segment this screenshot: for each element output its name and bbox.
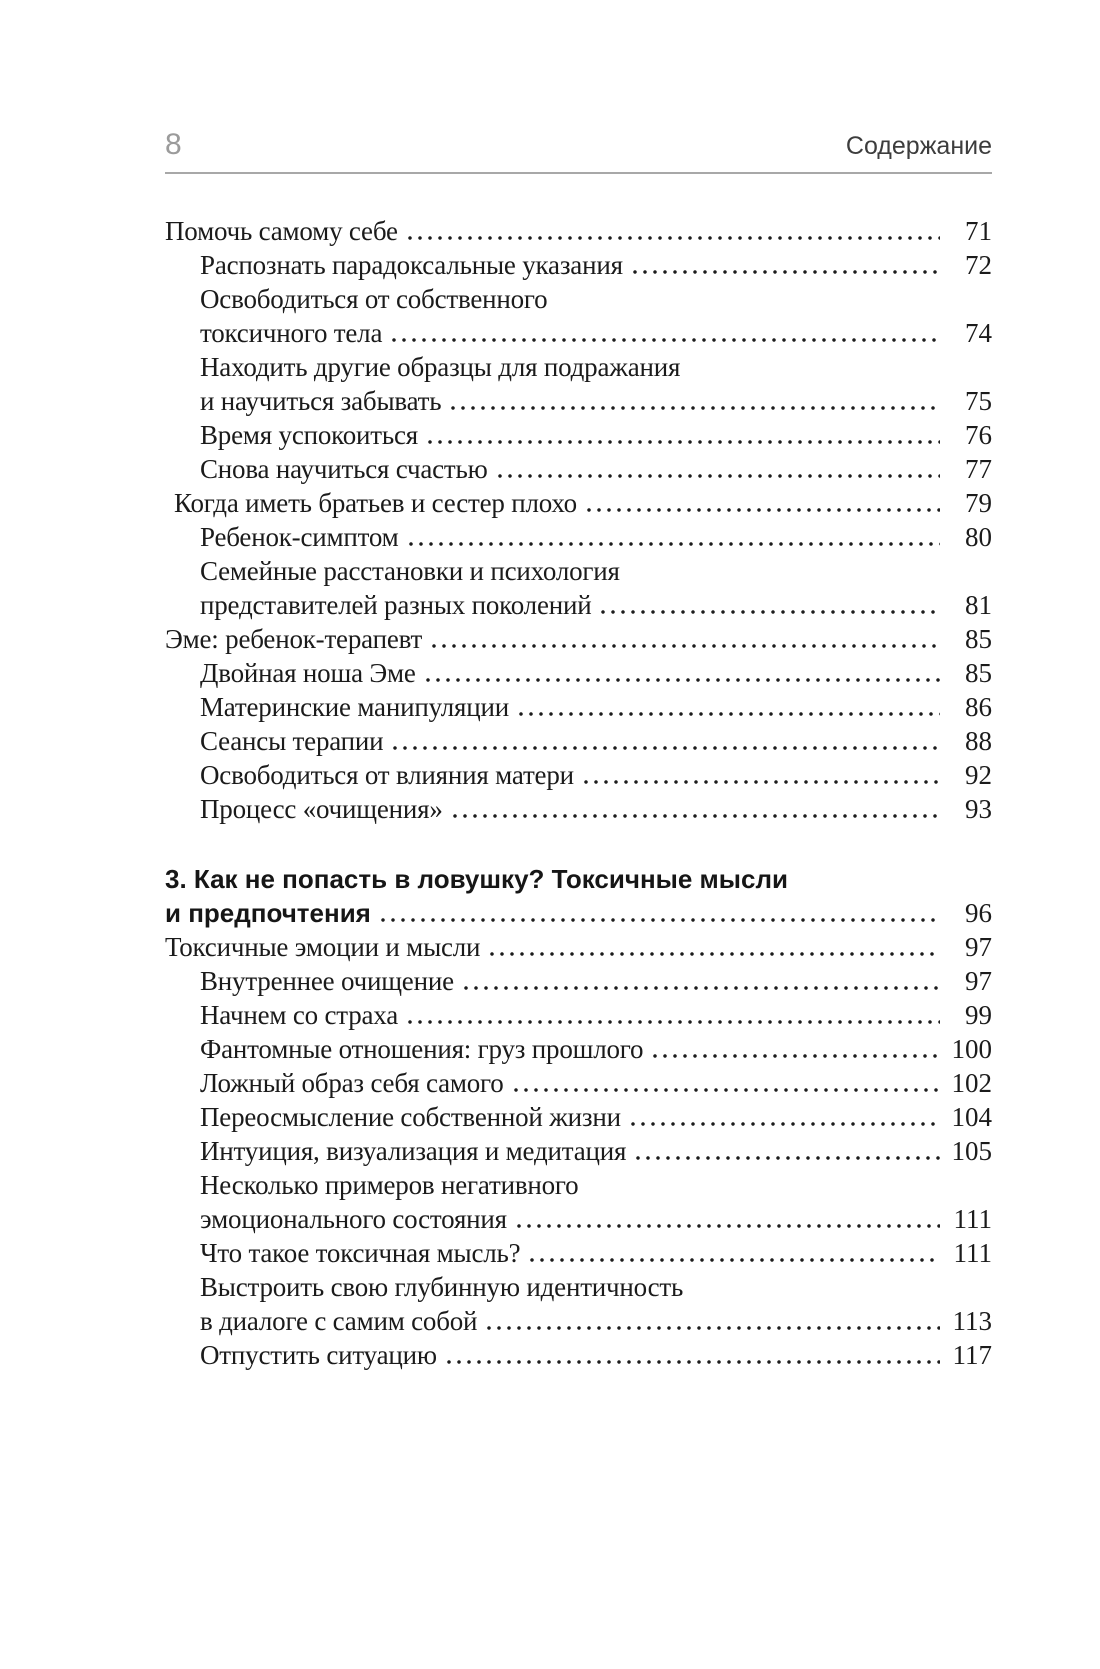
- dot-leader: [628, 1100, 940, 1134]
- toc-entry-line: [165, 282, 992, 316]
- toc-entry: [165, 690, 992, 724]
- toc-page-number: 111: [953, 1204, 992, 1234]
- dot-leader: [450, 792, 940, 826]
- toc-entry: [165, 1032, 992, 1066]
- dot-leader: [429, 622, 940, 656]
- toc-entry: [165, 724, 992, 758]
- toc-entry: [165, 998, 992, 1032]
- toc-entry-title: Выстроить свою глубинную идентичность: [200, 1272, 684, 1302]
- toc-page-number: 81: [965, 590, 992, 620]
- dot-leader: [584, 486, 940, 520]
- toc-entry-line: [165, 384, 992, 418]
- toc-entry-line: [165, 1032, 992, 1066]
- dot-leader: [581, 758, 940, 792]
- toc-entry-title: Переосмысление собственной жизни: [200, 1102, 621, 1132]
- toc-entry-line: [165, 1202, 992, 1236]
- toc-entry-title: Освободиться от собственного: [200, 284, 548, 314]
- toc-entry-line: [165, 520, 992, 554]
- toc-page-number: 76: [965, 420, 992, 450]
- dot-leader: [511, 1066, 940, 1100]
- toc-entry-title: Процесс «очищения»: [200, 794, 443, 824]
- toc-entry-title: представителей разных поколений: [200, 590, 592, 620]
- toc-entry-line: [165, 1304, 992, 1338]
- toc-entry-title: Семейные расстановки и психология: [200, 556, 620, 586]
- toc-entry-title: Когда иметь братьев и сестер плохо: [174, 488, 577, 518]
- toc-page-number: 111: [953, 1238, 992, 1268]
- dot-leader: [390, 724, 940, 758]
- dot-leader: [516, 690, 940, 724]
- toc-entry-line: [165, 1236, 992, 1270]
- toc-page-number: 92: [965, 760, 992, 790]
- dot-leader: [405, 214, 940, 248]
- dot-leader: [461, 964, 940, 998]
- toc-entry-title: и предпочтения: [165, 898, 371, 928]
- toc-entry: [165, 282, 992, 350]
- toc-page-number: 104: [951, 1102, 992, 1132]
- toc-entry-line: [165, 930, 992, 964]
- toc-entry-line: [165, 486, 992, 520]
- dot-leader: [378, 896, 940, 930]
- toc-page-number: 96: [965, 898, 992, 928]
- toc-entry-line: [165, 588, 992, 622]
- toc-entry: [165, 656, 992, 690]
- toc-entry: [165, 758, 992, 792]
- toc-entry-title: Ребенок-симптом: [200, 522, 399, 552]
- dot-leader: [650, 1032, 940, 1066]
- toc-entry-title: Материнские манипуляции: [200, 692, 509, 722]
- toc-entry-line: [165, 1134, 992, 1168]
- toc-entry-title: Ложный образ себя самого: [200, 1068, 504, 1098]
- toc-entry: [165, 214, 992, 248]
- toc-entry-line: [165, 622, 992, 656]
- toc-entry: [165, 1134, 992, 1168]
- toc-entry-title: токсичного тела: [200, 318, 383, 348]
- toc-entry-line: [165, 792, 992, 826]
- toc-entry-line: [165, 862, 992, 896]
- toc-entry-line: [165, 248, 992, 282]
- toc-page-number: 79: [965, 488, 992, 518]
- toc-entry: [165, 248, 992, 282]
- toc-entry-line: [165, 1338, 992, 1372]
- toc-entry-line: [165, 1066, 992, 1100]
- toc-page-number: 99: [965, 1000, 992, 1030]
- toc-page-number: 80: [965, 522, 992, 552]
- dot-leader: [487, 930, 940, 964]
- toc-entry-title: Начнем со страха: [200, 1000, 399, 1030]
- toc-page-number: 71: [965, 216, 992, 246]
- toc-entry-line: [165, 758, 992, 792]
- toc-entry-title: Что такое токсичная мысль?: [200, 1238, 521, 1268]
- toc-entry-line: [165, 998, 992, 1032]
- toc-entry: [165, 930, 992, 964]
- toc-entry-line: [165, 554, 992, 588]
- toc-entry-title: эмоционального состояния: [200, 1204, 507, 1234]
- dot-leader: [514, 1202, 940, 1236]
- toc-page-number: 113: [952, 1306, 992, 1336]
- toc-entry-title: Отпустить ситуацию: [200, 1340, 437, 1370]
- dot-leader: [406, 520, 940, 554]
- toc-entry-line: [165, 316, 992, 350]
- toc-page-number: 100: [951, 1034, 992, 1064]
- toc-entry: [165, 520, 992, 554]
- toc-page-number: 85: [965, 624, 992, 654]
- toc-page-number: 102: [951, 1068, 992, 1098]
- toc-entry-title: Снова научиться счастью: [200, 454, 488, 484]
- dot-leader: [633, 1134, 940, 1168]
- toc-entry-title: Несколько примеров негативного: [200, 1170, 579, 1200]
- dot-leader: [484, 1304, 940, 1338]
- running-head: [165, 130, 992, 174]
- toc-entry-line: [165, 1168, 992, 1202]
- toc-entry-line: [165, 896, 992, 930]
- toc-entry-title: Эме: ребенок-терапевт: [165, 624, 423, 654]
- toc-entry-title: Сеансы терапии: [200, 726, 384, 756]
- toc-entry: [165, 1100, 992, 1134]
- toc-page-number: 86: [965, 692, 992, 722]
- toc-entry: [165, 452, 992, 486]
- table-of-contents: [165, 214, 992, 1372]
- toc-chapter-heading: [165, 862, 992, 930]
- toc-entry-line: [165, 1100, 992, 1134]
- dot-leader: [425, 418, 940, 452]
- running-head-title: Содержание: [845, 132, 992, 160]
- dot-leader: [598, 588, 940, 622]
- toc-entry: [165, 418, 992, 452]
- toc-entry: [165, 1270, 992, 1338]
- toc-entry: [165, 964, 992, 998]
- toc-entry-title: 3. Как не попасть в ловушку? Токсичные мысли: [165, 864, 788, 894]
- toc-entry: [165, 486, 992, 520]
- toc-page-number: 117: [952, 1340, 992, 1370]
- dot-leader: [527, 1236, 940, 1270]
- toc-entry: [165, 350, 992, 418]
- dot-leader: [495, 452, 940, 486]
- toc-entry-title: Время успокоиться: [200, 420, 418, 450]
- toc-entry-title: Токсичные эмоции и мысли: [165, 932, 481, 962]
- toc-page-number: 85: [965, 658, 992, 688]
- toc-page-number: 72: [965, 250, 992, 280]
- toc-entry-line: [165, 964, 992, 998]
- dot-leader: [630, 248, 940, 282]
- toc-entry-line: [165, 724, 992, 758]
- toc-entry: [165, 792, 992, 826]
- toc-entry-line: [165, 656, 992, 690]
- toc-entry-line: [165, 690, 992, 724]
- toc-page-number: 97: [965, 966, 992, 996]
- toc-entry-title: Распознать парадоксальные указания: [200, 250, 623, 280]
- toc-entry-line: [165, 418, 992, 452]
- toc-entry-title: и научиться забывать: [200, 386, 442, 416]
- toc-entry-line: [165, 214, 992, 248]
- running-head-page-number: 8: [165, 128, 182, 161]
- toc-entry: [165, 554, 992, 622]
- toc-page-number: 93: [965, 794, 992, 824]
- toc-entry-title: Внутреннее очищение: [200, 966, 454, 996]
- toc-entry-title: Фантомные отношения: груз прошлого: [200, 1034, 644, 1064]
- dot-leader: [389, 316, 940, 350]
- toc-page-number: 74: [965, 318, 992, 348]
- toc-page-number: 97: [965, 932, 992, 962]
- toc-entry-title: Освободиться от влияния матери: [200, 760, 574, 790]
- toc-entry: [165, 1168, 992, 1236]
- toc-entry: [165, 1066, 992, 1100]
- toc-entry: [165, 1236, 992, 1270]
- toc-entry: [165, 622, 992, 656]
- dot-leader: [448, 384, 940, 418]
- toc-entry-line: [165, 452, 992, 486]
- toc-page-number: 75: [965, 386, 992, 416]
- toc-entry-title: Двойная ноша Эме: [200, 658, 416, 688]
- dot-leader: [444, 1338, 940, 1372]
- toc-page-number: 105: [951, 1136, 992, 1166]
- toc-entry-line: [165, 350, 992, 384]
- toc-entry-title: Помочь самому себе: [165, 216, 398, 246]
- toc-page-number: 77: [965, 454, 992, 484]
- toc-entry-title: Интуиция, визуализация и медитация: [200, 1136, 627, 1166]
- dot-leader: [405, 998, 940, 1032]
- toc-page-number: 88: [965, 726, 992, 756]
- dot-leader: [423, 656, 940, 690]
- toc-entry-title: в диалоге с самим собой: [200, 1306, 478, 1336]
- toc-entry-title: Находить другие образцы для подражания: [200, 352, 681, 382]
- toc-entry: [165, 1338, 992, 1372]
- toc-entry-line: [165, 1270, 992, 1304]
